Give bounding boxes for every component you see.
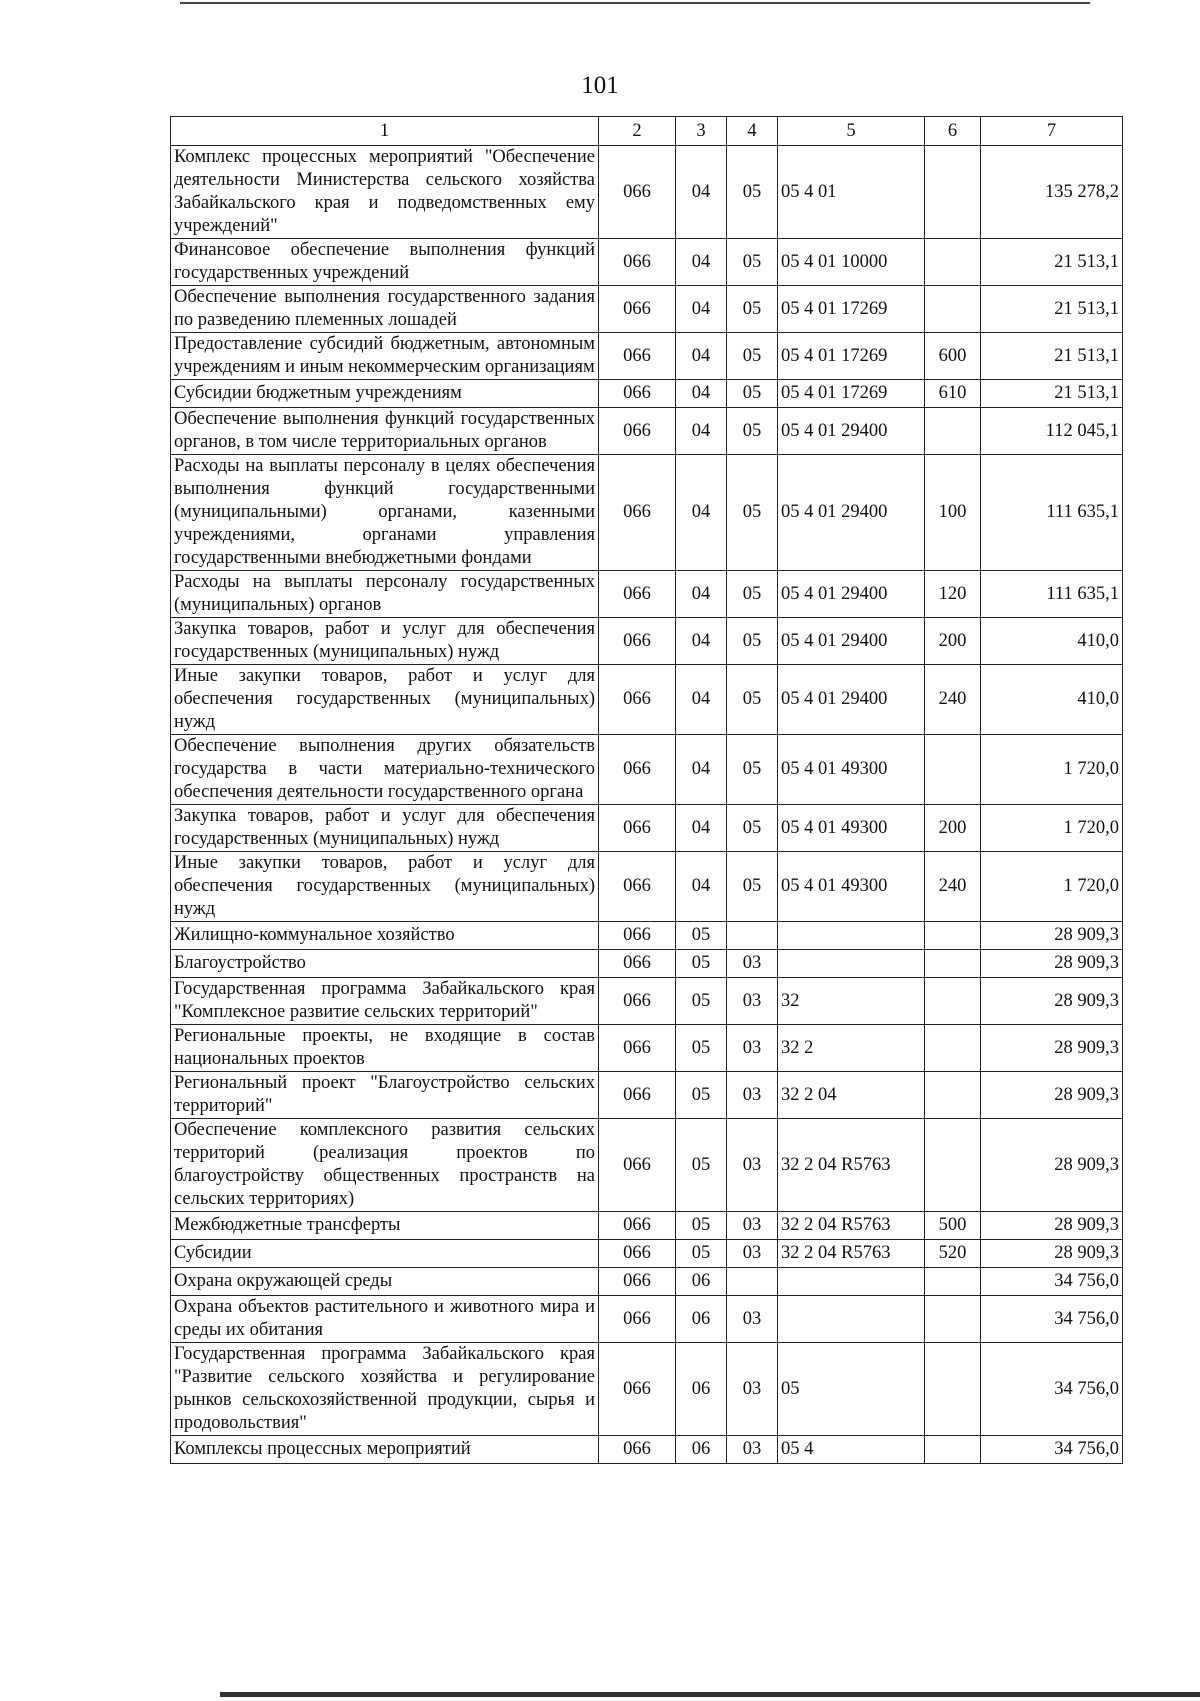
table-row: [171, 805, 1123, 852]
bottom-edge-line: [220, 1692, 1200, 1697]
row-section: 05: [676, 1212, 727, 1240]
row-expense-type: [925, 978, 981, 1025]
row-name: Жилищно-коммунальное хозяйство: [171, 922, 599, 950]
row-expense-type: 200: [925, 618, 981, 665]
row-admin-code: 066: [599, 665, 676, 735]
row-admin-code: 066: [599, 950, 676, 978]
row-section: 05: [676, 950, 727, 978]
row-amount: 1 720,0: [981, 735, 1123, 805]
row-name: Закупка товаров, работ и услуг для обеспечения государственных (муниципальных) нужд: [171, 618, 599, 665]
row-expense-type: 600: [925, 333, 981, 380]
table-row: [171, 239, 1123, 286]
row-expense-type: [925, 286, 981, 333]
row-target-article: [778, 1296, 925, 1343]
row-section: 05: [676, 1240, 727, 1268]
row-section: 04: [676, 618, 727, 665]
table-row: [171, 1436, 1123, 1464]
row-expense-type: [925, 408, 981, 455]
row-subsection: 03: [727, 1212, 778, 1240]
row-admin-code: 066: [599, 978, 676, 1025]
row-subsection: 03: [727, 950, 778, 978]
table-row: [171, 380, 1123, 408]
row-expense-type: [925, 950, 981, 978]
row-admin-code: 066: [599, 408, 676, 455]
row-name: Охрана объектов растительного и животного мира и среды их обитания: [171, 1296, 599, 1343]
row-subsection: 03: [727, 1436, 778, 1464]
row-name: Иные закупки товаров, работ и услуг для обеспечения государственных (муниципальных) нужд: [171, 665, 599, 735]
row-target-article: 32 2 04: [778, 1072, 925, 1119]
row-section: 05: [676, 1119, 727, 1212]
row-subsection: 03: [727, 1296, 778, 1343]
top-edge-line: [180, 2, 1090, 4]
header-col-2: 2: [599, 117, 676, 146]
row-target-article: [778, 922, 925, 950]
row-amount: 410,0: [981, 618, 1123, 665]
row-name: Государственная программа Забайкальского края "Комплексное развитие сельских территорий": [171, 978, 599, 1025]
row-amount: 111 635,1: [981, 455, 1123, 571]
row-name: Расходы на выплаты персоналу государственных (муниципальных) органов: [171, 571, 599, 618]
table-row: [171, 1268, 1123, 1296]
row-name: Региональные проекты, не входящие в состав национальных проектов: [171, 1025, 599, 1072]
header-col-4: 4: [727, 117, 778, 146]
row-section: 04: [676, 665, 727, 735]
row-subsection: 05: [727, 665, 778, 735]
table-row: [171, 1119, 1123, 1212]
row-section: 05: [676, 978, 727, 1025]
table-row: [171, 1240, 1123, 1268]
row-section: 06: [676, 1436, 727, 1464]
row-name: Обеспечение выполнения государственного задания по разведению племенных лошадей: [171, 286, 599, 333]
budget-table: [170, 116, 1123, 1464]
row-name: Комплекс процессных мероприятий "Обеспечение деятельности Министерства сельского хозяйства Забайкальского края и подведомственных ему учреждений": [171, 146, 599, 239]
row-name: Финансовое обеспечение выполнения функций государственных учреждений: [171, 239, 599, 286]
row-target-article: 05 4 01 49300: [778, 735, 925, 805]
row-expense-type: [925, 1436, 981, 1464]
table-row: [171, 408, 1123, 455]
row-subsection: 05: [727, 618, 778, 665]
row-name: Комплексы процессных мероприятий: [171, 1436, 599, 1464]
table-row: [171, 1343, 1123, 1436]
row-amount: 28 909,3: [981, 1240, 1123, 1268]
row-admin-code: 066: [599, 333, 676, 380]
row-expense-type: 240: [925, 852, 981, 922]
row-subsection: 05: [727, 333, 778, 380]
row-name: Предоставление субсидий бюджетным, автономным учреждениям и иным некоммерческим организациям: [171, 333, 599, 380]
row-expense-type: 240: [925, 665, 981, 735]
page-number: 101: [581, 72, 619, 99]
row-admin-code: 066: [599, 146, 676, 239]
row-target-article: 32 2 04 R5763: [778, 1212, 925, 1240]
row-name: Закупка товаров, работ и услуг для обеспечения государственных (муниципальных) нужд: [171, 805, 599, 852]
row-subsection: 05: [727, 286, 778, 333]
header-col-1: 1: [171, 117, 599, 146]
row-target-article: 05 4 01 29400: [778, 455, 925, 571]
row-expense-type: 200: [925, 805, 981, 852]
row-section: 04: [676, 146, 727, 239]
row-expense-type: [925, 1268, 981, 1296]
row-section: 04: [676, 455, 727, 571]
row-expense-type: [925, 1119, 981, 1212]
row-amount: 28 909,3: [981, 950, 1123, 978]
row-name: Иные закупки товаров, работ и услуг для обеспечения государственных (муниципальных) нужд: [171, 852, 599, 922]
row-amount: 28 909,3: [981, 1212, 1123, 1240]
table-row: [171, 1296, 1123, 1343]
row-section: 04: [676, 380, 727, 408]
row-section: 04: [676, 735, 727, 805]
row-target-article: 05 4 01 10000: [778, 239, 925, 286]
row-section: 04: [676, 286, 727, 333]
row-name: Государственная программа Забайкальского края "Развитие сельского хозяйства и регулирование рынков сельскохозяйственной продукции, сырья и продовольствия": [171, 1343, 599, 1436]
row-name: Региональный проект "Благоустройство сельских территорий": [171, 1072, 599, 1119]
table-row: [171, 618, 1123, 665]
table-row: [171, 665, 1123, 735]
row-expense-type: [925, 922, 981, 950]
row-amount: 34 756,0: [981, 1436, 1123, 1464]
row-name: Обеспечение выполнения других обязательств государства в части материально-технического обеспечения деятельности государственного органа: [171, 735, 599, 805]
row-expense-type: [925, 1343, 981, 1436]
row-admin-code: 066: [599, 286, 676, 333]
row-expense-type: [925, 1025, 981, 1072]
table-row: [171, 852, 1123, 922]
row-admin-code: 066: [599, 1436, 676, 1464]
row-admin-code: 066: [599, 455, 676, 571]
row-target-article: 05 4 01 29400: [778, 618, 925, 665]
row-target-article: 05 4 01 49300: [778, 805, 925, 852]
row-section: 05: [676, 922, 727, 950]
row-target-article: 05 4 01: [778, 146, 925, 239]
row-name: Расходы на выплаты персоналу в целях обеспечения выполнения функций государственными (муниципальными) органами, казенными учреждениями, органами управления государственными внебюджетными фондами: [171, 455, 599, 571]
header-col-3: 3: [676, 117, 727, 146]
table-row: [171, 1072, 1123, 1119]
row-subsection: 05: [727, 455, 778, 571]
row-name: Субсидии бюджетным учреждениям: [171, 380, 599, 408]
row-section: 05: [676, 1025, 727, 1072]
row-amount: 112 045,1: [981, 408, 1123, 455]
row-name: Межбюджетные трансферты: [171, 1212, 599, 1240]
row-amount: 28 909,3: [981, 1072, 1123, 1119]
header-row: [171, 117, 1123, 146]
row-admin-code: 066: [599, 1343, 676, 1436]
row-subsection: 03: [727, 1072, 778, 1119]
table-row: [171, 286, 1123, 333]
table-row: [171, 1025, 1123, 1072]
row-amount: 34 756,0: [981, 1343, 1123, 1436]
row-expense-type: 610: [925, 380, 981, 408]
row-amount: 111 635,1: [981, 571, 1123, 618]
row-target-article: 05 4 01 49300: [778, 852, 925, 922]
row-target-article: 05 4: [778, 1436, 925, 1464]
row-admin-code: 066: [599, 1240, 676, 1268]
row-amount: 410,0: [981, 665, 1123, 735]
row-amount: 28 909,3: [981, 1025, 1123, 1072]
row-section: 05: [676, 1072, 727, 1119]
header-col-6: 6: [925, 117, 981, 146]
row-target-article: 05 4 01 17269: [778, 333, 925, 380]
row-section: 06: [676, 1268, 727, 1296]
table-row: [171, 146, 1123, 239]
row-expense-type: [925, 735, 981, 805]
row-admin-code: 066: [599, 852, 676, 922]
row-target-article: 32 2 04 R5763: [778, 1240, 925, 1268]
table-row: [171, 922, 1123, 950]
row-subsection: 05: [727, 239, 778, 286]
row-expense-type: 520: [925, 1240, 981, 1268]
row-amount: 21 513,1: [981, 333, 1123, 380]
row-section: 06: [676, 1296, 727, 1343]
row-target-article: [778, 950, 925, 978]
row-expense-type: [925, 1296, 981, 1343]
row-admin-code: 066: [599, 239, 676, 286]
row-subsection: 05: [727, 805, 778, 852]
row-admin-code: 066: [599, 380, 676, 408]
row-admin-code: 066: [599, 1119, 676, 1212]
row-admin-code: 066: [599, 1212, 676, 1240]
row-admin-code: 066: [599, 805, 676, 852]
table-row: [171, 978, 1123, 1025]
row-subsection: 05: [727, 146, 778, 239]
row-section: 04: [676, 571, 727, 618]
table-row: [171, 571, 1123, 618]
row-name: Охрана окружающей среды: [171, 1268, 599, 1296]
row-expense-type: 100: [925, 455, 981, 571]
table-row: [171, 950, 1123, 978]
row-admin-code: 066: [599, 618, 676, 665]
row-target-article: 05 4 01 29400: [778, 571, 925, 618]
row-subsection: 03: [727, 1025, 778, 1072]
row-target-article: 05 4 01 17269: [778, 380, 925, 408]
row-subsection: 05: [727, 735, 778, 805]
row-expense-type: 120: [925, 571, 981, 618]
row-target-article: 05 4 01 29400: [778, 408, 925, 455]
row-admin-code: 066: [599, 1025, 676, 1072]
row-admin-code: 066: [599, 735, 676, 805]
row-target-article: 05 4 01 29400: [778, 665, 925, 735]
row-amount: 28 909,3: [981, 978, 1123, 1025]
row-target-article: 32: [778, 978, 925, 1025]
row-amount: 21 513,1: [981, 286, 1123, 333]
row-target-article: 05 4 01 17269: [778, 286, 925, 333]
row-name: Благоустройство: [171, 950, 599, 978]
row-admin-code: 066: [599, 1072, 676, 1119]
row-section: 04: [676, 408, 727, 455]
row-amount: 1 720,0: [981, 805, 1123, 852]
row-section: 06: [676, 1343, 727, 1436]
table-row: [171, 735, 1123, 805]
row-amount: 1 720,0: [981, 852, 1123, 922]
row-target-article: 05: [778, 1343, 925, 1436]
row-admin-code: 066: [599, 571, 676, 618]
row-subsection: 05: [727, 380, 778, 408]
row-subsection: [727, 922, 778, 950]
row-expense-type: [925, 146, 981, 239]
row-subsection: 03: [727, 1119, 778, 1212]
row-amount: 21 513,1: [981, 380, 1123, 408]
row-target-article: 32 2: [778, 1025, 925, 1072]
row-amount: 135 278,2: [981, 146, 1123, 239]
row-subsection: 03: [727, 978, 778, 1025]
table-row: [171, 1212, 1123, 1240]
row-target-article: 32 2 04 R5763: [778, 1119, 925, 1212]
row-section: 04: [676, 805, 727, 852]
row-amount: 34 756,0: [981, 1268, 1123, 1296]
row-admin-code: 066: [599, 1268, 676, 1296]
row-amount: 21 513,1: [981, 239, 1123, 286]
row-section: 04: [676, 333, 727, 380]
row-target-article: [778, 1268, 925, 1296]
row-admin-code: 066: [599, 922, 676, 950]
header-col-5: 5: [778, 117, 925, 146]
header-col-7: 7: [981, 117, 1123, 146]
row-subsection: 03: [727, 1343, 778, 1436]
row-subsection: 03: [727, 1240, 778, 1268]
row-name: Обеспечение выполнения функций государственных органов, в том числе территориальных органов: [171, 408, 599, 455]
row-amount: 34 756,0: [981, 1296, 1123, 1343]
row-admin-code: 066: [599, 1296, 676, 1343]
row-amount: 28 909,3: [981, 922, 1123, 950]
row-name: Обеспечение комплексного развития сельских территорий (реализация проектов по благоустройству общественных пространств на сельских территориях): [171, 1119, 599, 1212]
row-name: Субсидии: [171, 1240, 599, 1268]
row-subsection: 05: [727, 408, 778, 455]
table-row: [171, 333, 1123, 380]
table-row: [171, 455, 1123, 571]
row-expense-type: [925, 1072, 981, 1119]
row-subsection: 05: [727, 852, 778, 922]
row-subsection: 05: [727, 571, 778, 618]
row-amount: 28 909,3: [981, 1119, 1123, 1212]
row-section: 04: [676, 239, 727, 286]
row-subsection: [727, 1268, 778, 1296]
row-expense-type: [925, 239, 981, 286]
row-section: 04: [676, 852, 727, 922]
row-expense-type: 500: [925, 1212, 981, 1240]
